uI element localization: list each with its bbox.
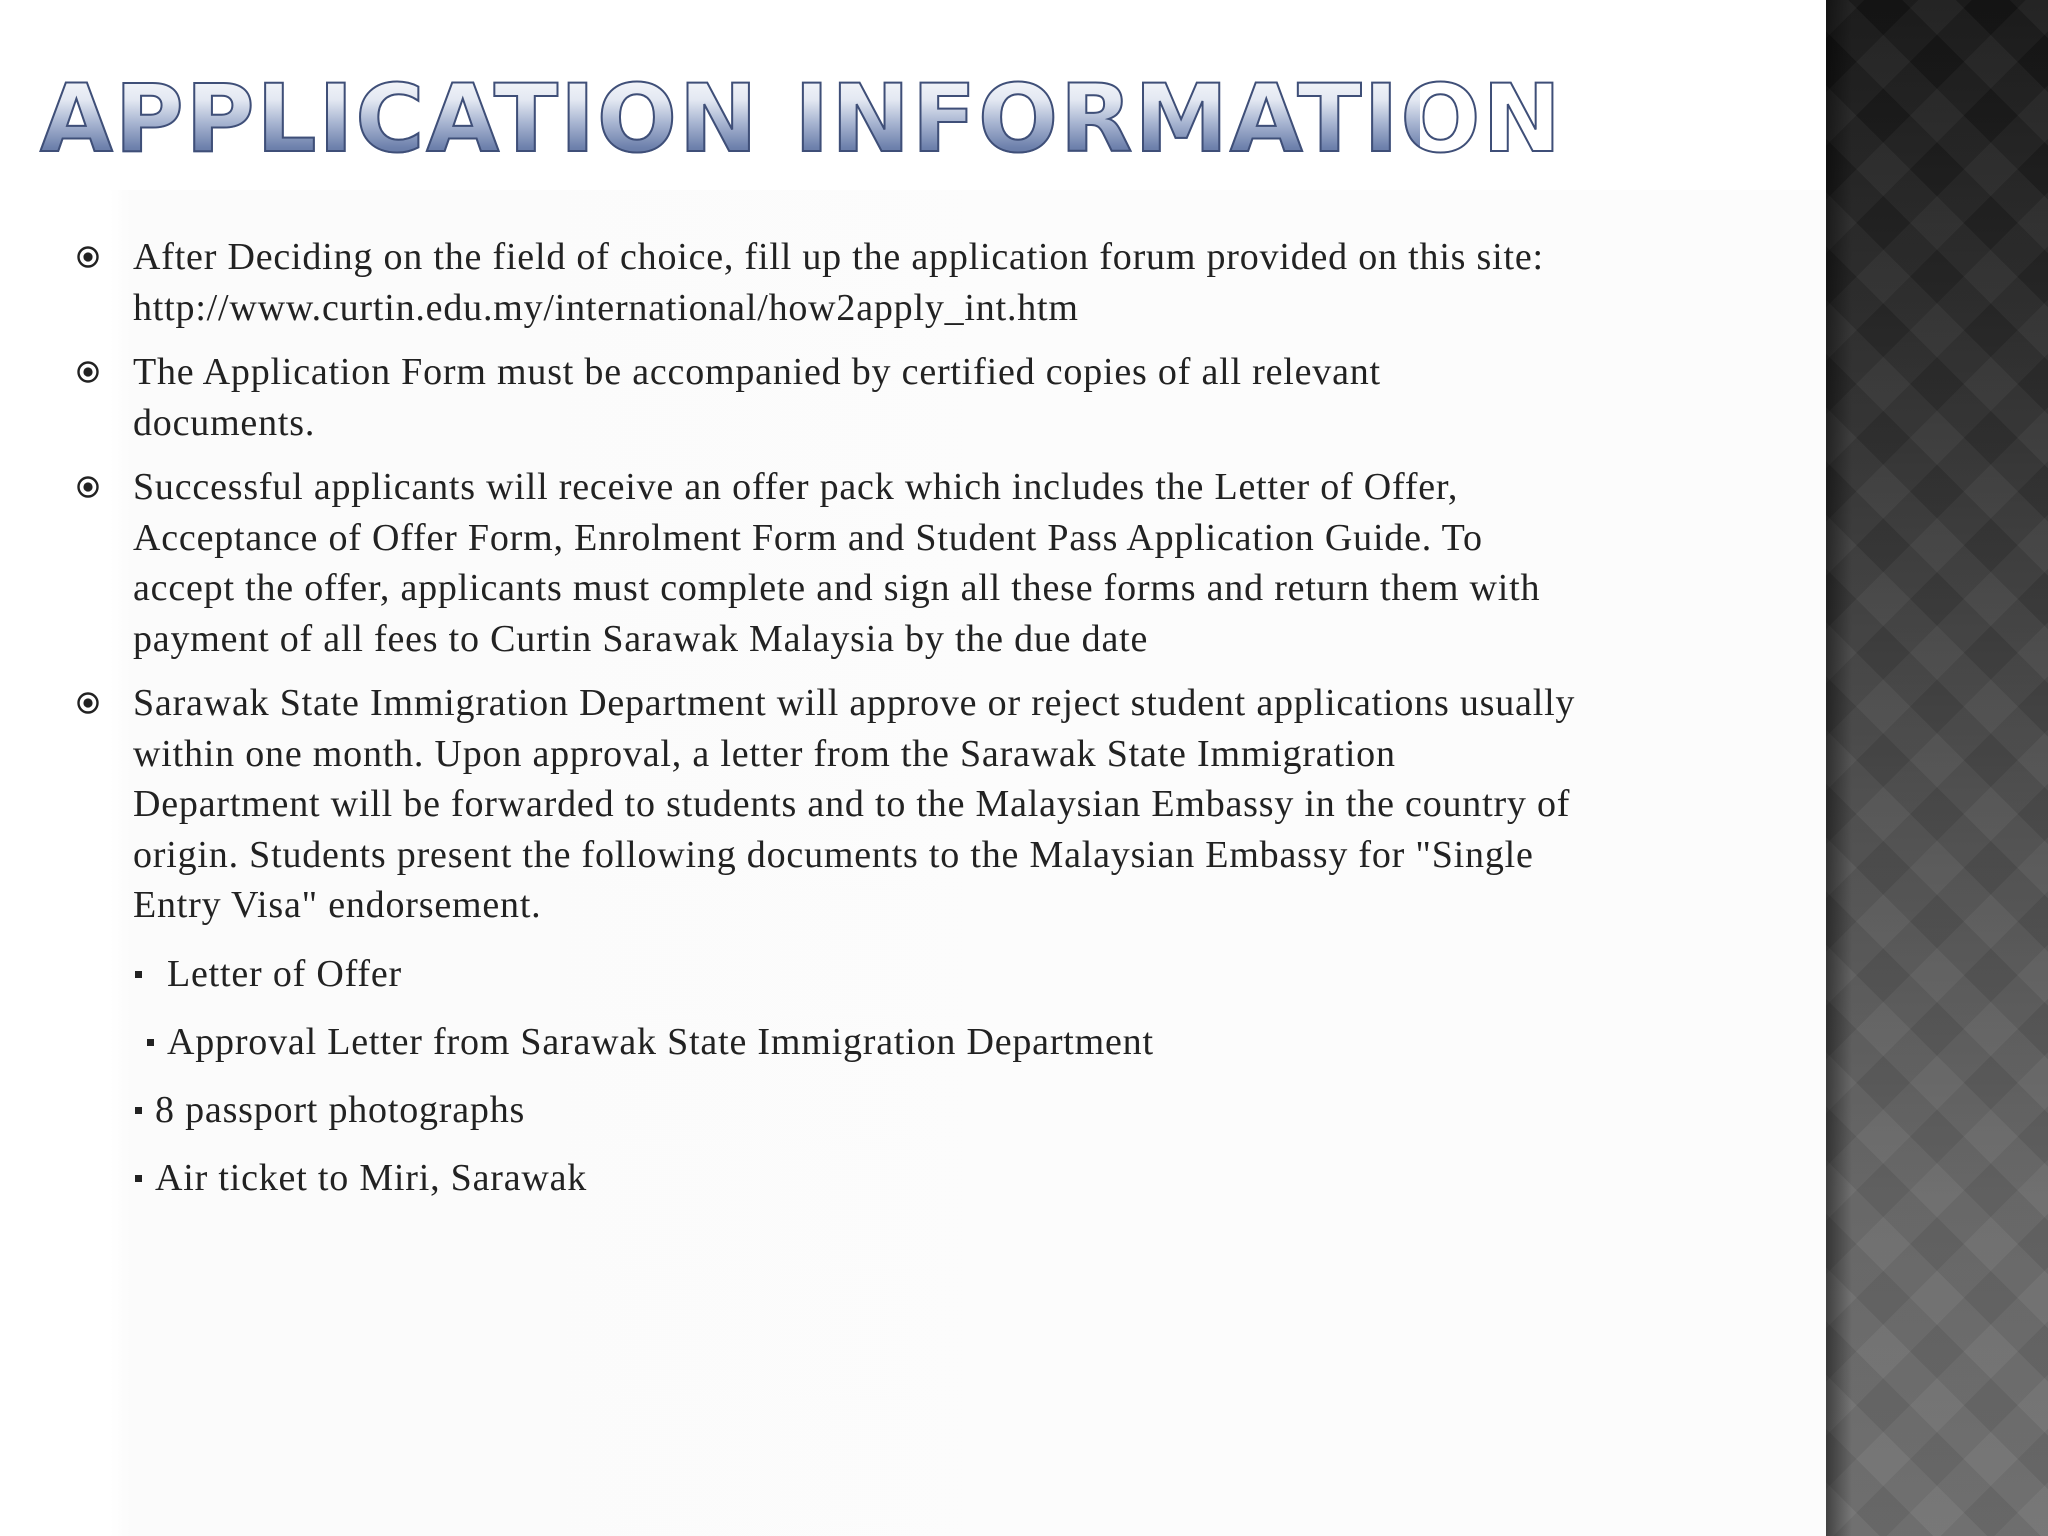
application-url-link[interactable]: http://www.curtin.edu.my/international/how2apply_int.htm	[133, 286, 1079, 329]
documents-list	[70, 949, 1770, 1203]
bullet-line: After Deciding on the field of choice, fill up the application forum provided on this site:	[133, 236, 1544, 278]
list-item-label: Air ticket to Miri, Sarawak	[155, 1156, 588, 1199]
bullet-line: within one month. Upon approval, a letter from the Sarawak State Immigration	[133, 732, 1396, 775]
small-square-icon	[135, 1107, 142, 1114]
circled-dot-icon	[76, 475, 100, 499]
bullet-item-certified-copies	[70, 347, 1770, 448]
bullet-line: documents.	[133, 401, 316, 444]
bullet-line: Acceptance of Offer Form, Enrolment Form and Student Pass Application Guide. To	[133, 516, 1483, 559]
bullet-line: Successful applicants will receive an offer pack which includes the Letter of Offer,	[133, 466, 1459, 508]
bullet-item-offer-pack	[70, 462, 1770, 664]
list-item-label: Approval Letter from Sarawak State Immigration Department	[167, 1020, 1154, 1063]
bullet-line: payment of all fees to Curtin Sarawak Malaysia by the due date	[133, 617, 1149, 660]
small-square-icon	[135, 1175, 142, 1182]
bullet-item-application-form	[70, 232, 1770, 333]
small-square-icon	[135, 971, 142, 978]
small-square-icon	[147, 1039, 154, 1046]
circled-dot-icon	[76, 691, 100, 715]
decorative-side-panel	[1826, 0, 2048, 1536]
list-item-letter-of-offer	[133, 949, 1770, 999]
bullet-line: Sarawak State Immigration Department will approve or reject student applications usually	[133, 682, 1576, 724]
circled-dot-icon	[76, 245, 100, 269]
list-item-passport-photographs	[133, 1085, 1770, 1135]
list-item-label: Letter of Offer	[167, 952, 402, 995]
list-item-approval-letter	[133, 1017, 1770, 1067]
bullet-line: origin. Students present the following documents to the Malaysian Embassy for "Single	[133, 833, 1534, 876]
slide-title: APPLICATION INFORMATION	[40, 65, 1564, 174]
bullet-line: The Application Form must be accompanied by certified copies of all relevant	[133, 351, 1381, 393]
list-item-air-ticket	[133, 1153, 1770, 1203]
circled-dot-icon	[76, 360, 100, 384]
slide-content	[70, 232, 1770, 1221]
bullet-line: Department will be forwarded to students and to the Malaysian Embassy in the country of	[133, 783, 1571, 825]
list-item-label: 8 passport photographs	[155, 1088, 526, 1131]
bullet-item-immigration-approval	[70, 678, 1770, 931]
bullet-line: accept the offer, applicants must complete and sign all these forms and return them with	[133, 567, 1541, 609]
bullet-line: Entry Visa" endorsement.	[133, 884, 542, 926]
